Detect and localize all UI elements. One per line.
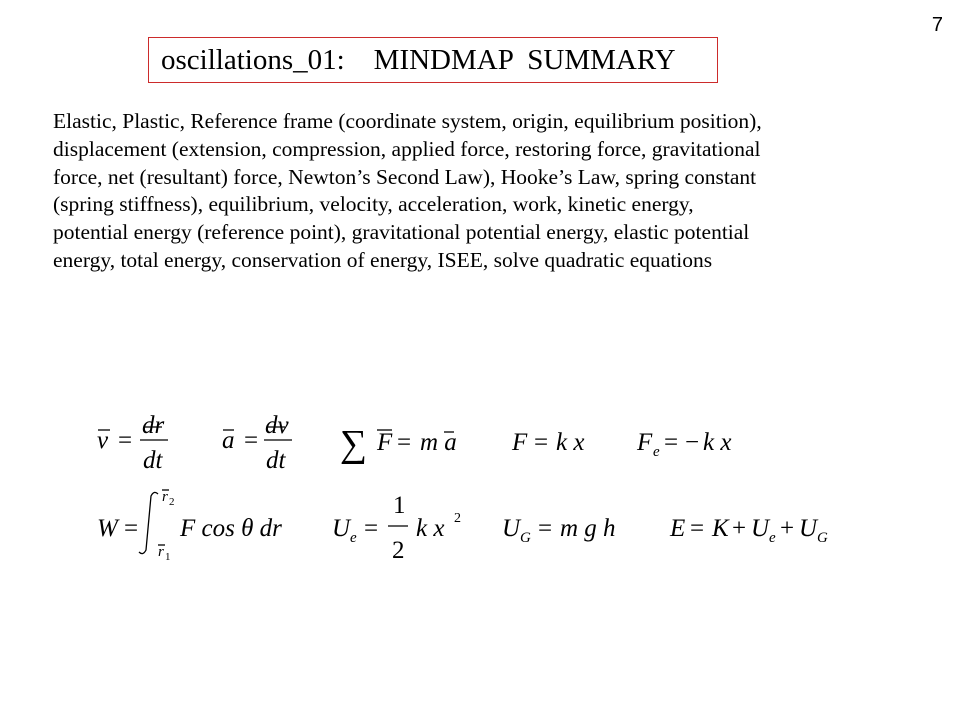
- upper-limit: r: [162, 489, 168, 505]
- equals-sign: =: [690, 515, 705, 542]
- equals-sign: =: [397, 429, 412, 456]
- lower-limit: r: [158, 544, 164, 560]
- grav-pe-symbol: U: [502, 515, 521, 542]
- acceleration-denominator: dt: [266, 447, 286, 474]
- velocity-symbol: v: [97, 427, 109, 454]
- summary-line: potential energy (reference point), gravitational potential energy, elastic potential: [53, 220, 750, 245]
- minus-sign: −: [685, 429, 700, 456]
- newton-rhs: m a: [420, 429, 457, 456]
- summation-sign: ∑: [340, 423, 368, 465]
- term-grav: U: [799, 515, 818, 542]
- page-number: 7: [931, 14, 943, 36]
- restoring-rhs: k x: [703, 429, 732, 456]
- work-integrand: F cos θ dr: [180, 515, 282, 542]
- equals-sign: =: [124, 515, 139, 542]
- formula-svg: [92, 408, 872, 583]
- equals-sign: =: [664, 429, 679, 456]
- summary-line: displacement (extension, compression, applied force, restoring force, gravitational: [53, 136, 761, 161]
- kinetic-symbol: K: [712, 515, 729, 542]
- newton-force: F: [377, 429, 393, 456]
- elastic-pe-rhs: k x: [416, 515, 445, 542]
- formula-panel: [92, 408, 872, 583]
- page-title: oscillations_01: MINDMAP SUMMARY: [148, 37, 718, 83]
- formula-grav-pe: [502, 515, 616, 546]
- elastic-pe-symbol: U: [332, 515, 351, 542]
- acceleration-symbol: a: [222, 427, 235, 454]
- summary-line: energy, total energy, conservation of energy, ISEE, solve quadratic equations: [53, 247, 713, 272]
- elastic-pe-subscript: e: [350, 530, 357, 546]
- half-numerator: 1: [393, 492, 406, 519]
- velocity-denominator: dt: [143, 447, 163, 474]
- upper-limit-subscript: 2: [169, 496, 175, 508]
- summary-line: force, net (resultant) force, Newton’s Second Law), Hooke’s Law, spring constant: [53, 164, 757, 189]
- grav-pe-rhs: m g h: [560, 515, 616, 542]
- term-elastic-subscript: e: [769, 530, 776, 546]
- formula-newton: [340, 423, 457, 465]
- restoring-force: F: [637, 429, 653, 456]
- formula-elastic-pe: [332, 492, 461, 564]
- plus-sign: +: [732, 515, 747, 542]
- plus-sign: +: [780, 515, 795, 542]
- formula-hooke: [511, 429, 584, 456]
- formula-work: [97, 489, 282, 563]
- work-symbol: W: [97, 515, 118, 542]
- hooke-force: F: [512, 429, 528, 456]
- grav-pe-subscript: G: [520, 530, 531, 546]
- restoring-subscript: e: [653, 444, 660, 460]
- velocity-numerator: dr: [142, 412, 165, 439]
- term-grav-subscript: G: [817, 530, 828, 546]
- formula-total-energy: [669, 515, 828, 546]
- summary-line: Elastic, Plastic, Reference frame (coordinate system, origin, equilibrium position),: [53, 109, 762, 133]
- elastic-pe-exponent: 2: [454, 511, 461, 526]
- formula-restoring: [636, 429, 731, 460]
- formula-velocity: [97, 412, 168, 474]
- summary-line: (spring stiffness), equilibrium, velocity, acceleration, work, kinetic energy,: [53, 192, 694, 217]
- equals-sign: =: [364, 515, 379, 542]
- equals-sign: =: [534, 429, 549, 456]
- summary-paragraph: [53, 108, 953, 275]
- integral-sign: [139, 492, 158, 553]
- equals-sign: =: [244, 427, 259, 454]
- acceleration-numerator: dv: [265, 412, 289, 439]
- equals-sign: =: [538, 515, 553, 542]
- term-elastic: U: [751, 515, 770, 542]
- equals-sign: =: [118, 427, 133, 454]
- hooke-rhs: k x: [556, 429, 585, 456]
- half-denominator: 2: [392, 537, 405, 564]
- formula-acceleration: [222, 412, 292, 474]
- lower-limit-subscript: 1: [165, 551, 171, 563]
- energy-symbol: E: [670, 515, 686, 542]
